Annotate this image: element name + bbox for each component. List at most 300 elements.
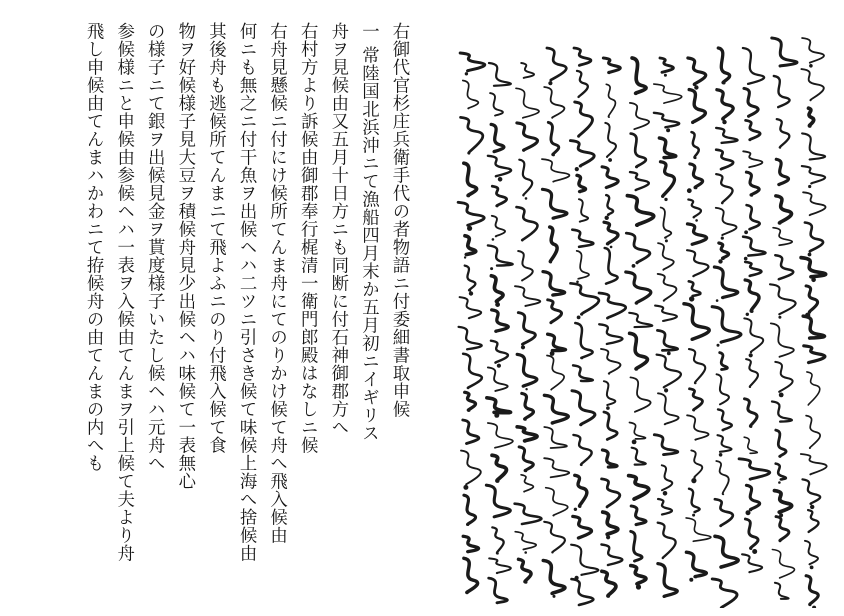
manuscript-stroke (464, 163, 477, 195)
manuscript-stroke (515, 286, 540, 306)
manuscript-stroke (542, 159, 570, 182)
manuscript-dot (525, 388, 527, 390)
manuscript-stroke (776, 196, 792, 223)
manuscript-stroke (776, 430, 786, 456)
manuscript-stroke (606, 84, 615, 117)
manuscript-stroke (626, 272, 651, 303)
manuscript-stroke (744, 437, 757, 453)
manuscript-dot (665, 239, 668, 242)
manuscript-dot (576, 281, 579, 284)
manuscript-dot (746, 313, 749, 316)
manuscript-stroke (746, 172, 759, 195)
transcription-text (38, 22, 414, 592)
manuscript-stroke (575, 323, 592, 358)
manuscript-stroke (776, 517, 789, 541)
manuscript-stroke (689, 489, 700, 512)
manuscript-stroke (460, 53, 485, 71)
manuscript-stroke (488, 156, 511, 177)
manuscript-stroke (463, 81, 479, 109)
manuscript-dot (746, 510, 751, 515)
manuscript-stroke (772, 38, 797, 66)
manuscript-stroke (739, 459, 770, 479)
manuscript-column (626, 58, 654, 590)
manuscript-stroke (602, 167, 618, 188)
manuscript-stroke (657, 355, 681, 388)
transcription-line: 其後舟も逃候所てんまニて飛よふニのり付飛入候て食 (205, 22, 226, 454)
manuscript-dot (718, 259, 722, 263)
manuscript-stroke (657, 330, 677, 350)
manuscript-stroke (543, 272, 565, 296)
manuscript-stroke (630, 103, 649, 129)
manuscript-column (654, 58, 682, 596)
manuscript-stroke (571, 545, 598, 575)
manuscript-stroke (491, 341, 508, 363)
manuscript-stroke (572, 579, 594, 605)
manuscript-column (542, 48, 570, 598)
manuscript-stroke (712, 579, 737, 608)
manuscript-stroke (631, 506, 646, 525)
manuscript-stroke (658, 523, 676, 558)
manuscript-stroke (570, 141, 594, 167)
manuscript-stroke (716, 461, 728, 494)
manuscript-stroke (770, 284, 796, 314)
manuscript-stroke (806, 286, 817, 312)
manuscript-dot (689, 296, 694, 301)
transcription-line: 何ニも無之ニ付干魚ヲ出候ヘハ二ツニ引さき候て味候上海へ捨候由 (236, 22, 257, 562)
manuscript-stroke (747, 205, 760, 229)
manuscript-dot (695, 219, 698, 222)
manuscript-stroke (577, 71, 588, 97)
manuscript-stroke (547, 356, 564, 390)
manuscript-stroke (662, 465, 672, 490)
transcription-line: 舟ヲ見候由又五月十日方ニも同断に付石神御郡方へ (327, 22, 348, 436)
manuscript-stroke (605, 248, 618, 284)
manuscript-stroke (807, 372, 820, 405)
manuscript-stroke (689, 349, 705, 383)
manuscript-stroke (803, 316, 824, 338)
manuscript-stroke (572, 391, 595, 425)
manuscript-dot (575, 167, 579, 171)
manuscript-stroke (743, 151, 762, 167)
manuscript-column (739, 48, 770, 572)
manuscript-stroke (465, 236, 476, 255)
manuscript-dot (778, 316, 781, 319)
manuscript-stroke (801, 258, 826, 277)
manuscript-stroke (517, 354, 537, 386)
manuscript-stroke (544, 87, 564, 118)
manuscript-stroke (743, 237, 765, 256)
manuscript-dot (606, 406, 610, 410)
manuscript-stroke (775, 583, 789, 599)
manuscript-stroke (718, 48, 729, 83)
manuscript-stroke (575, 475, 587, 506)
manuscript-stroke (515, 532, 536, 550)
manuscript-stroke (689, 90, 705, 123)
manuscript-stroke (577, 251, 589, 279)
manuscript-stroke (686, 552, 706, 577)
manuscript-stroke (544, 458, 569, 477)
manuscript-column (770, 38, 797, 599)
manuscript-stroke (744, 88, 758, 116)
manuscript-stroke (745, 399, 758, 427)
manuscript-stroke (492, 216, 505, 237)
manuscript-stroke (744, 318, 763, 352)
manuscript-stroke (654, 84, 682, 103)
manuscript-stroke (575, 102, 593, 136)
manuscript-stroke (746, 485, 759, 509)
manuscript-stroke (806, 416, 820, 449)
manuscript-stroke (601, 349, 620, 374)
manuscript-column (515, 63, 542, 582)
manuscript-stroke (574, 48, 591, 65)
manuscript-scribbles (432, 8, 836, 608)
manuscript-stroke (463, 536, 478, 551)
manuscript-stroke (463, 354, 482, 388)
manuscript-dot (812, 606, 816, 608)
manuscript-stroke (801, 454, 827, 475)
manuscript-stroke (492, 527, 503, 553)
manuscript-dot (553, 595, 556, 598)
manuscript-dot (608, 158, 612, 162)
manuscript-stroke (688, 200, 701, 218)
manuscript-stroke (692, 132, 699, 158)
manuscript-dot (666, 128, 670, 132)
manuscript-dot (744, 257, 748, 261)
manuscript-dot (667, 352, 671, 356)
manuscript-dot (525, 197, 528, 200)
manuscript-stroke (631, 566, 646, 584)
manuscript-stroke (544, 395, 568, 423)
transcription-line: の様子ニて銀ヲ出候見金ヲ貰度様子いたし候ヘハ元舟へ (144, 22, 165, 472)
manuscript-stroke (547, 48, 566, 80)
manuscript-stroke (631, 377, 651, 412)
manuscript-dot (778, 481, 781, 484)
manuscript-stroke (604, 412, 617, 440)
manuscript-stroke (774, 76, 790, 107)
manuscript-stroke (632, 448, 646, 465)
manuscript-stroke (577, 175, 586, 191)
transcription-line: 右舟見懸候ニ付にけ候所てんま舟にてのりかけ候て舟へ飛入候由 (266, 22, 287, 544)
manuscript-stroke (548, 122, 558, 154)
manuscript-stroke (660, 58, 673, 72)
manuscript-stroke (718, 409, 732, 430)
manuscript-stroke (602, 479, 620, 507)
transcription-line: 飛し申候由てんまハかわニて拵候舟の由てんまの内へも (83, 22, 104, 472)
manuscript-stroke (492, 455, 506, 481)
manuscript-dot (524, 551, 527, 554)
transcription-line: 参候様ニと申候由参候ヘハ一表ヲ入候由てんまヲ引上候て夫より舟 (113, 22, 134, 562)
manuscript-stroke (802, 133, 825, 159)
manuscript-stroke (715, 536, 738, 567)
manuscript-dot (610, 246, 613, 249)
manuscript-stroke (803, 192, 825, 215)
manuscript-dot (722, 120, 726, 124)
manuscript-stroke (463, 420, 479, 444)
manuscript-stroke (658, 243, 674, 270)
manuscript-dot (721, 237, 724, 240)
manuscript-dot (467, 226, 472, 231)
manuscript-stroke (626, 233, 650, 263)
manuscript-stroke (515, 504, 542, 524)
manuscript-stroke (688, 58, 706, 85)
manuscript-stroke (464, 495, 476, 524)
manuscript-stroke (519, 160, 532, 196)
manuscript-dot (808, 185, 811, 188)
manuscript-stroke (658, 499, 672, 515)
manuscript-stroke (489, 63, 511, 86)
manuscript-stroke (461, 451, 481, 485)
manuscript-stroke (630, 423, 646, 439)
manuscript-stroke (687, 415, 708, 440)
manuscript-stroke (543, 561, 565, 594)
manuscript-stroke (488, 367, 508, 391)
manuscript-stroke (772, 402, 792, 422)
manuscript-dot (719, 453, 723, 457)
manuscript-stroke (804, 346, 825, 363)
manuscript-stroke (718, 435, 732, 452)
manuscript-stroke (717, 90, 733, 119)
manuscript-stroke (690, 389, 703, 410)
manuscript-stroke (461, 117, 483, 153)
manuscript-dot (809, 64, 813, 68)
manuscript-dot (664, 388, 668, 392)
manuscript-stroke (745, 262, 761, 276)
manuscript-stroke (689, 281, 701, 296)
manuscript-column (801, 38, 827, 608)
manuscript-stroke (631, 531, 642, 561)
manuscript-dot (469, 291, 473, 295)
manuscript-dot (716, 299, 719, 302)
manuscript-stroke (691, 450, 702, 477)
manuscript-stroke (460, 297, 482, 318)
manuscript-stroke (599, 324, 622, 344)
manuscript-dot (663, 491, 668, 496)
manuscript-stroke (719, 243, 729, 258)
manuscript-stroke (745, 519, 758, 549)
manuscript-dot (752, 549, 757, 554)
manuscript-stroke (573, 435, 591, 465)
manuscript-dot (521, 345, 525, 349)
manuscript-stroke (716, 208, 737, 235)
manuscript-stroke (720, 353, 728, 370)
manuscript-dot (689, 578, 693, 582)
manuscript-stroke (809, 108, 814, 126)
manuscript-stroke (716, 174, 732, 203)
manuscript-stroke (489, 558, 511, 573)
manuscript-stroke (746, 359, 758, 387)
manuscript-dot (495, 302, 500, 307)
manuscript-stroke (521, 63, 534, 78)
manuscript-stroke (716, 150, 733, 170)
manuscript-stroke (775, 491, 792, 513)
manuscript-stroke (745, 280, 759, 311)
manuscript-stroke (632, 58, 646, 93)
manuscript-stroke (714, 267, 737, 298)
manuscript-column (684, 58, 711, 582)
manuscript-stroke (743, 48, 764, 84)
manuscript-stroke (602, 571, 616, 596)
manuscript-stroke (579, 199, 588, 222)
manuscript-stroke (603, 58, 620, 73)
manuscript-dot (490, 267, 493, 270)
manuscript-stroke (605, 123, 616, 157)
manuscript-stroke (658, 564, 677, 597)
manuscript-stroke (603, 512, 618, 534)
manuscript-stroke (771, 323, 794, 357)
manuscript-stroke (491, 276, 503, 302)
manuscript-stroke (805, 223, 823, 252)
manuscript-stroke (654, 113, 679, 128)
manuscript-stroke (516, 88, 539, 118)
manuscript-dot (498, 177, 503, 182)
manuscript-stroke (543, 189, 567, 218)
manuscript-stroke (661, 162, 675, 197)
manuscript-dot (664, 74, 667, 77)
manuscript-stroke (489, 578, 508, 603)
manuscript-dot (464, 256, 466, 258)
manuscript-stroke (806, 576, 818, 605)
manuscript-stroke (776, 464, 786, 480)
manuscript-column (599, 58, 626, 596)
manuscript-stroke (571, 283, 599, 314)
manuscript-stroke (712, 307, 741, 343)
manuscript-dot (779, 393, 784, 398)
manuscript-dot (632, 440, 637, 445)
manuscript-dot (810, 566, 814, 570)
manuscript-stroke (629, 476, 649, 500)
manuscript-dot (810, 505, 814, 509)
manuscript-dot (465, 72, 468, 75)
manuscript-dot (497, 364, 501, 368)
manuscript-stroke (802, 38, 824, 63)
manuscript-stroke (715, 499, 733, 526)
manuscript-dot (749, 353, 753, 357)
manuscript-column (486, 63, 512, 603)
manuscript-stroke (661, 208, 672, 238)
manuscript-stroke (808, 510, 818, 532)
manuscript-dot (691, 478, 696, 483)
transcription-line: 一 常陸国北浜沖ニて漁船四月末か五月初ニイギリス (358, 22, 379, 443)
manuscript-dot (574, 508, 577, 511)
manuscript-dot (494, 413, 499, 418)
manuscript-stroke (802, 166, 825, 183)
manuscript-stroke (599, 293, 626, 318)
manuscript-stroke (548, 300, 562, 323)
manuscript-stroke (805, 541, 818, 565)
manuscript-column (458, 53, 485, 593)
manuscript-stroke (776, 159, 788, 184)
manuscript-stroke (487, 398, 511, 413)
manuscript-stroke (490, 93, 503, 116)
manuscript-stroke (690, 164, 703, 188)
manuscript-stroke (687, 250, 708, 276)
manuscript-stroke (458, 202, 484, 225)
manuscript-stroke (519, 559, 532, 582)
manuscript-stroke (801, 69, 823, 100)
handwritten-manuscript-image (432, 8, 836, 608)
manuscript-dot (808, 253, 812, 257)
manuscript-stroke (603, 450, 618, 467)
manuscript-dot (664, 198, 667, 201)
manuscript-stroke (517, 427, 537, 441)
manuscript-stroke (627, 196, 653, 226)
manuscript-stroke (517, 123, 538, 150)
manuscript-stroke (518, 313, 535, 345)
manuscript-stroke (491, 124, 504, 151)
manuscript-stroke (659, 138, 675, 158)
manuscript-dot (692, 514, 695, 517)
manuscript-stroke (521, 475, 533, 492)
manuscript-column (712, 48, 741, 608)
manuscript-stroke (773, 228, 792, 246)
manuscript-dot (463, 485, 468, 490)
manuscript-stroke (631, 134, 646, 167)
manuscript-dot (744, 230, 748, 234)
manuscript-dot (811, 278, 816, 283)
manuscript-stroke (746, 120, 760, 139)
manuscript-stroke (775, 362, 792, 392)
manuscript-stroke (601, 545, 622, 566)
manuscript-dot (548, 81, 552, 85)
manuscript-stroke (544, 427, 567, 448)
manuscript-stroke (655, 306, 677, 321)
transcription-line: 物ヲ好候様子見大豆ヲ積候舟見少出候ヘハ味候て一表無心 (174, 22, 195, 490)
manuscript-stroke (544, 522, 565, 553)
manuscript-dot (694, 85, 698, 89)
transcription-line: 右村方より訴候由御郡奉行梶清一衛門郎殿はなしニ候 (297, 22, 318, 454)
manuscript-stroke (488, 423, 513, 448)
manuscript-stroke (803, 479, 821, 504)
manuscript-stroke (630, 172, 649, 190)
manuscript-stroke (604, 222, 618, 244)
manuscript-stroke (658, 393, 679, 424)
manuscript-stroke (775, 255, 793, 279)
manuscript-stroke (630, 333, 648, 369)
manuscript-stroke (519, 447, 533, 471)
manuscript-stroke (465, 392, 476, 410)
manuscript-stroke (459, 327, 482, 349)
manuscript-stroke (550, 227, 557, 262)
manuscript-dot (577, 316, 581, 320)
manuscript-stroke (717, 374, 729, 404)
transcription-line: 右御代官杉庄兵衛手代の者物語ニ付委細書取申候 (389, 22, 409, 418)
manuscript-stroke (517, 207, 538, 240)
manuscript-stroke (658, 274, 677, 301)
manuscript-stroke (492, 310, 509, 331)
manuscript-stroke (573, 516, 592, 538)
manuscript-dot (636, 584, 641, 589)
manuscript-stroke (604, 381, 615, 405)
manuscript-stroke (572, 230, 593, 247)
manuscript-stroke (606, 195, 613, 215)
manuscript-dot (632, 264, 636, 268)
manuscript-stroke (573, 365, 593, 381)
manuscript-stroke (686, 518, 711, 541)
manuscript-stroke (772, 550, 794, 579)
manuscript-dot (605, 216, 609, 220)
manuscript-stroke (486, 485, 510, 517)
manuscript-dot (687, 188, 692, 193)
manuscript-stroke (684, 304, 709, 340)
manuscript-stroke (548, 334, 566, 350)
manuscript-stroke (716, 128, 737, 143)
manuscript-column (570, 48, 598, 605)
manuscript-stroke (546, 488, 568, 516)
manuscript-stroke (492, 186, 506, 206)
manuscript-dot (717, 344, 720, 347)
manuscript-stroke (488, 245, 513, 265)
manuscript-stroke (522, 393, 534, 419)
